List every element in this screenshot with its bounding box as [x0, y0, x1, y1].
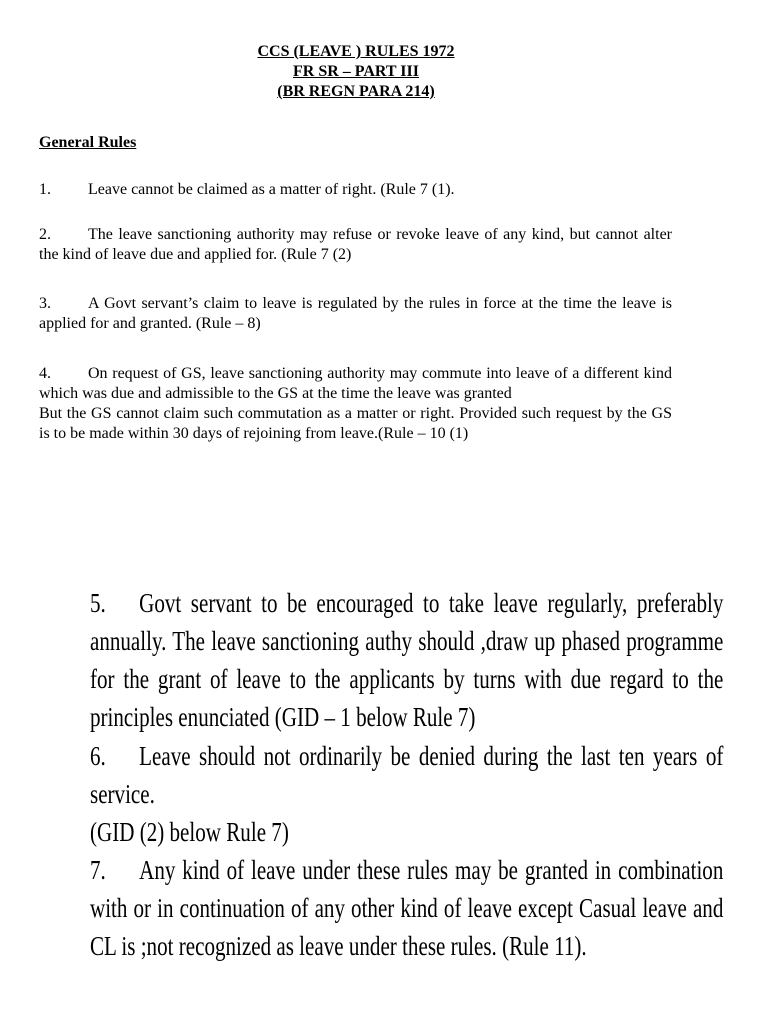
rule-text-continuation: But the GS cannot claim such commutation as a matter or right. Provided such request by the GS is to be made within 30 days of rejoining from leave.(Rule – 10 (1): [39, 405, 672, 442]
rule-2: [39, 225, 672, 265]
document-header: [0, 42, 712, 102]
rule-3: [39, 294, 672, 334]
section-heading: General Rules: [39, 134, 137, 151]
rule-text: Leave should not ordinarily be denied during the last ten years of service.: [90, 741, 724, 809]
rule-number: 2.: [39, 226, 51, 243]
rule-text: On request of GS, leave sanctioning authority may commute into leave of a different kind which was due and admissible to the GS at the time the leave was granted: [39, 365, 672, 402]
rule-text: Any kind of leave under these rules may be granted in combination with or in continuation of any other kind of leave except Casual leave and CL is ;not recognized as leave under these rules. (Rule 11).: [90, 855, 724, 961]
rule-number: 3.: [39, 295, 51, 312]
rule-5: [90, 584, 724, 736]
rule-number: 6.: [90, 741, 106, 771]
rule-6: [90, 737, 724, 851]
rule-number: 4.: [39, 365, 51, 382]
rule-number: 1.: [39, 181, 51, 198]
header-subtitle: FR SR – PART III: [293, 63, 419, 80]
rule-text: A Govt servant’s claim to leave is regulated by the rules in force at the time the leave is applied for and granted. (Rule – 8): [39, 295, 672, 332]
rule-number: 5.: [90, 588, 106, 618]
rule-4: [39, 364, 672, 444]
rule-number: 7.: [90, 855, 106, 885]
rule-text: The leave sanctioning authority may refuse or revoke leave of any kind, but cannot alter the kind of leave due and applied for. (Rule 7 (2): [39, 226, 672, 263]
rule-text: Leave cannot be claimed as a matter of right. (Rule 7 (1).: [88, 181, 455, 198]
rule-text-continuation: (GID (2) below Rule 7): [90, 817, 289, 847]
rule-1: [39, 180, 672, 200]
rule-7: [90, 851, 724, 965]
rule-text: Govt servant to be encouraged to take leave regularly, preferably annually. The leave sanctioning authy should ,draw up phased programme for the grant of leave to the applicants by turns with due regard to the principles enunciated (GID – 1 below Rule 7): [90, 588, 724, 732]
header-reference: (BR REGN PARA 214): [277, 83, 435, 100]
header-title: CCS (LEAVE ) RULES 1972: [257, 43, 455, 60]
